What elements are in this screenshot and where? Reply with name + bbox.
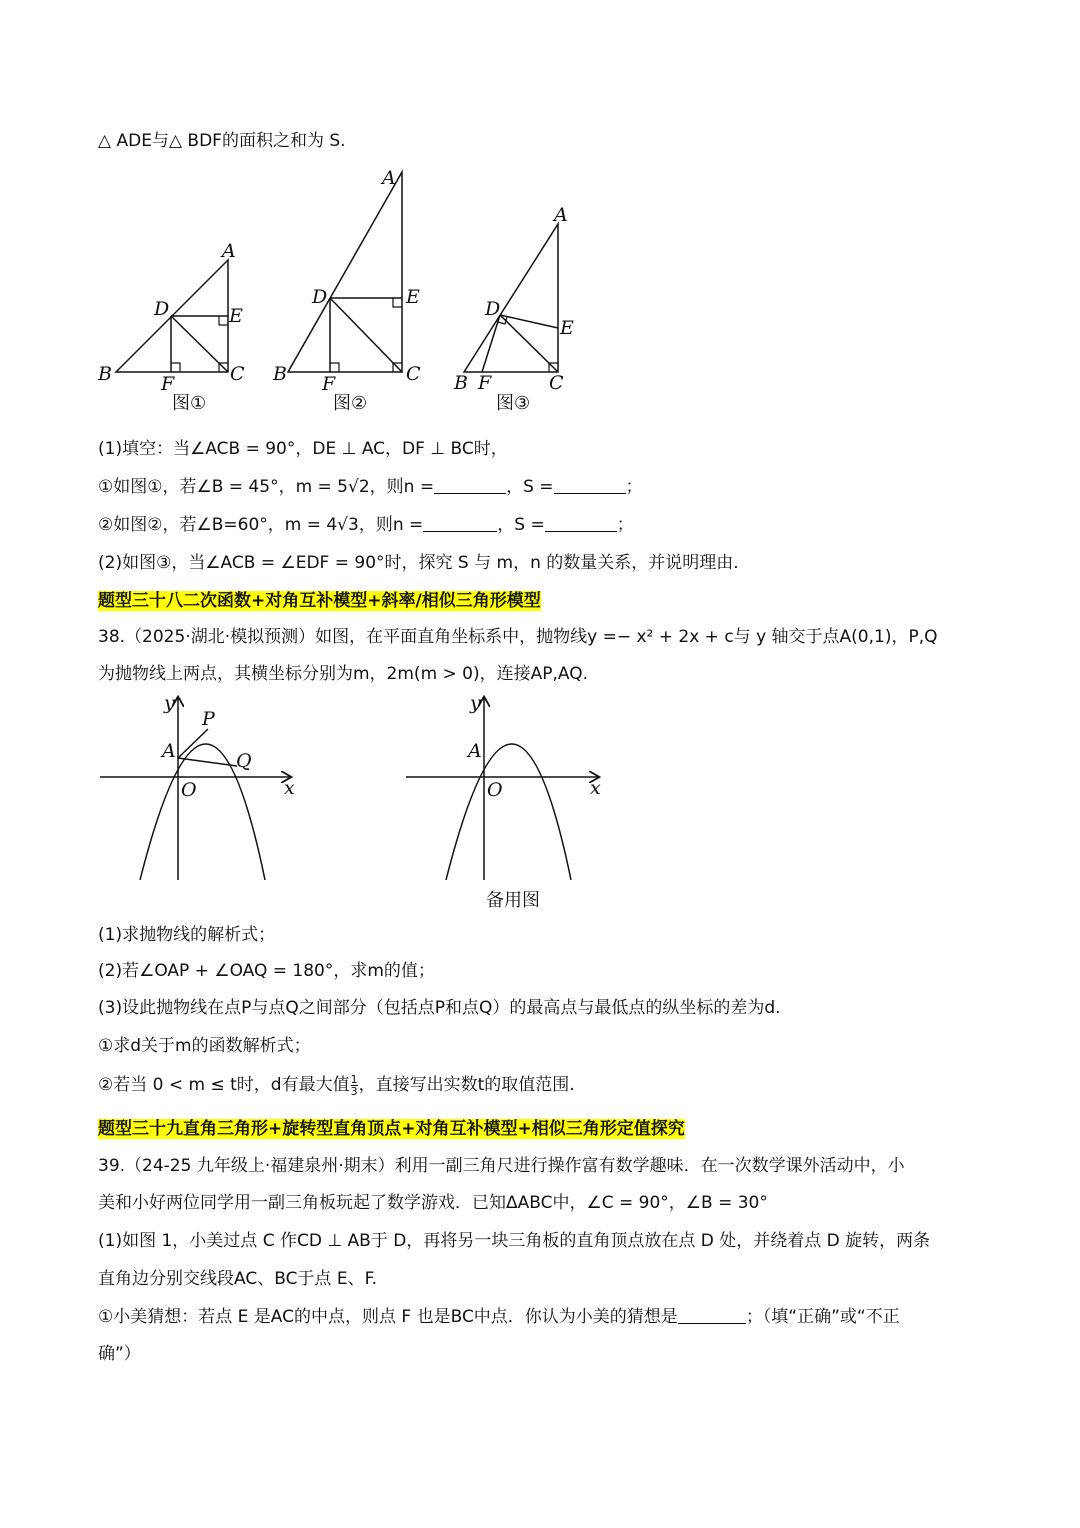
- left-label-p: P: [202, 708, 215, 730]
- section-heading-38: [98, 588, 541, 614]
- fig3-label-b: B: [454, 372, 468, 394]
- fig2-caption: 图②: [333, 393, 368, 414]
- q38-stem-1: 38.（2025·湖北·模拟预测）如图，在平面直角坐标系中，抛物线y =− x² + 2x + c与 y 轴交于点A(0,1)，P,Q: [98, 627, 938, 647]
- fig1-label-a: A: [222, 240, 236, 262]
- answer-blank-s2[interactable]: [545, 514, 617, 532]
- triangle-figures: [90, 160, 610, 420]
- fig2-dc: [330, 298, 402, 372]
- q37-part1-1: ①如图①，若∠B = 45°，m = 5√2，则n = ，S = ；: [98, 477, 643, 497]
- fig3-label-f: F: [478, 372, 492, 394]
- q38-part3-2: ②若当 0 < m ≤ t时，d有最大值 $\frac{1}{3}$ ，直接写出实数t的取值范围.: [98, 1072, 575, 1098]
- answer-blank-s1[interactable]: [554, 476, 626, 494]
- q39-part1-a: (1)如图 1，小美过点 C 作CD ⊥ AB于 D，再将另一块三角板的直角顶点放在点 D 处，并绕着点 D 旋转，两条: [98, 1231, 931, 1251]
- fig2-label-a: A: [382, 167, 396, 189]
- left-label-a: A: [162, 740, 176, 762]
- parabola-figures: [90, 692, 620, 914]
- q37-part1-2: ②如图②，若∠B=60°，m = 4√3，则n = ，S = ；: [98, 515, 634, 535]
- left-label-x: x: [284, 777, 295, 799]
- fig3-de: [500, 315, 558, 328]
- answer-blank-n2[interactable]: [423, 514, 497, 532]
- q38-stem-2: 为抛物线上两点，其横坐标分别为m，2m(m > 0)，连接AP,AQ.: [98, 664, 589, 684]
- fig3-df: [482, 315, 500, 372]
- fig1-label-f: F: [161, 373, 175, 395]
- answer-blank-n1[interactable]: [434, 476, 506, 494]
- fig2-triangle: [288, 172, 402, 372]
- spare-figure-caption: 备用图: [486, 890, 540, 911]
- section-heading-39: [98, 1116, 685, 1142]
- q39-stem-2: 美和小好两位同学用一副三角板玩起了数学游戏．已知ΔABC中，∠C = 90°，∠B = 30°: [98, 1193, 768, 1213]
- fig3-label-d: D: [485, 298, 501, 320]
- q39-part1-1-cont: 确”）: [98, 1344, 141, 1364]
- fig2-label-e: E: [406, 286, 420, 308]
- fig2-label-c: C: [406, 363, 421, 385]
- fig3-label-e: E: [560, 317, 574, 339]
- right-label-o: O: [487, 779, 503, 801]
- left-label-q: Q: [236, 750, 252, 772]
- right-label-x: x: [590, 777, 601, 799]
- fig2-label-b: B: [273, 363, 287, 385]
- q37-part2: (2)如图③，当∠ACB = ∠EDF = 90°时，探究 S 与 m，n 的数量关系，并说明理由.: [98, 553, 739, 573]
- q38-part2: (2)若∠OAP + ∠OAQ = 180°，求m的值；: [98, 961, 435, 981]
- fig2-label-d: D: [312, 286, 328, 308]
- heading38-text: 题型三十八二次函数+对角互补模型+斜率/相似三角形模型: [98, 591, 541, 611]
- fig3-label-a: A: [554, 204, 568, 226]
- answer-blank-guess[interactable]: [678, 1306, 746, 1324]
- q37-part1: (1)填空：当∠ACB = 90°，DE ⊥ AC，DF ⊥ BC时，: [98, 439, 508, 459]
- fraction-one-third: $\frac{1}{3}$: [350, 1072, 358, 1098]
- fig1-label-c: C: [230, 363, 245, 385]
- left-label-o: O: [181, 779, 197, 801]
- q38-part3-1: ①求d关于m的函数解析式；: [98, 1036, 311, 1056]
- fig1-label-d: D: [154, 298, 170, 320]
- q38-part1: (1)求抛物线的解析式；: [98, 925, 276, 945]
- fig2-label-f: F: [322, 373, 336, 395]
- fig3-triangle: [464, 224, 558, 372]
- right-label-y: y: [470, 692, 481, 714]
- fig3-caption: 图③: [496, 393, 531, 414]
- q39-part1-1: ①小美猜想：若点 E 是AC的中点，则点 F 也是BC中点．你认为小美的猜想是 ；（填“正确”或“不正: [98, 1307, 900, 1327]
- right-label-a: A: [468, 740, 482, 762]
- q39-part1-b: 直角边分别交线段AC、BC于点 E、F.: [98, 1269, 378, 1289]
- intro-text: △ ADE与△ BDF的面积之和为 S.: [98, 131, 346, 151]
- q39-stem-1: 39.（24-25 九年级上·福建泉州·期末）利用一副三角尺进行操作富有数学趣味．在一次数学课外活动中，小: [98, 1156, 905, 1176]
- fig1-caption: 图①: [172, 393, 207, 414]
- fig1-label-b: B: [98, 363, 112, 385]
- q38-part3: (3)设此抛物线在点P与点Q之间部分（包括点P和点Q）的最高点与最低点的纵坐标的差为d.: [98, 998, 781, 1018]
- heading39-text: 题型三十九直角三角形+旋转型直角顶点+对角互补模型+相似三角形定值探究: [98, 1119, 685, 1139]
- left-label-y: y: [164, 692, 175, 714]
- fig1-label-e: E: [229, 305, 243, 327]
- fig3-label-c: C: [549, 372, 564, 394]
- right-parabola: [446, 744, 571, 880]
